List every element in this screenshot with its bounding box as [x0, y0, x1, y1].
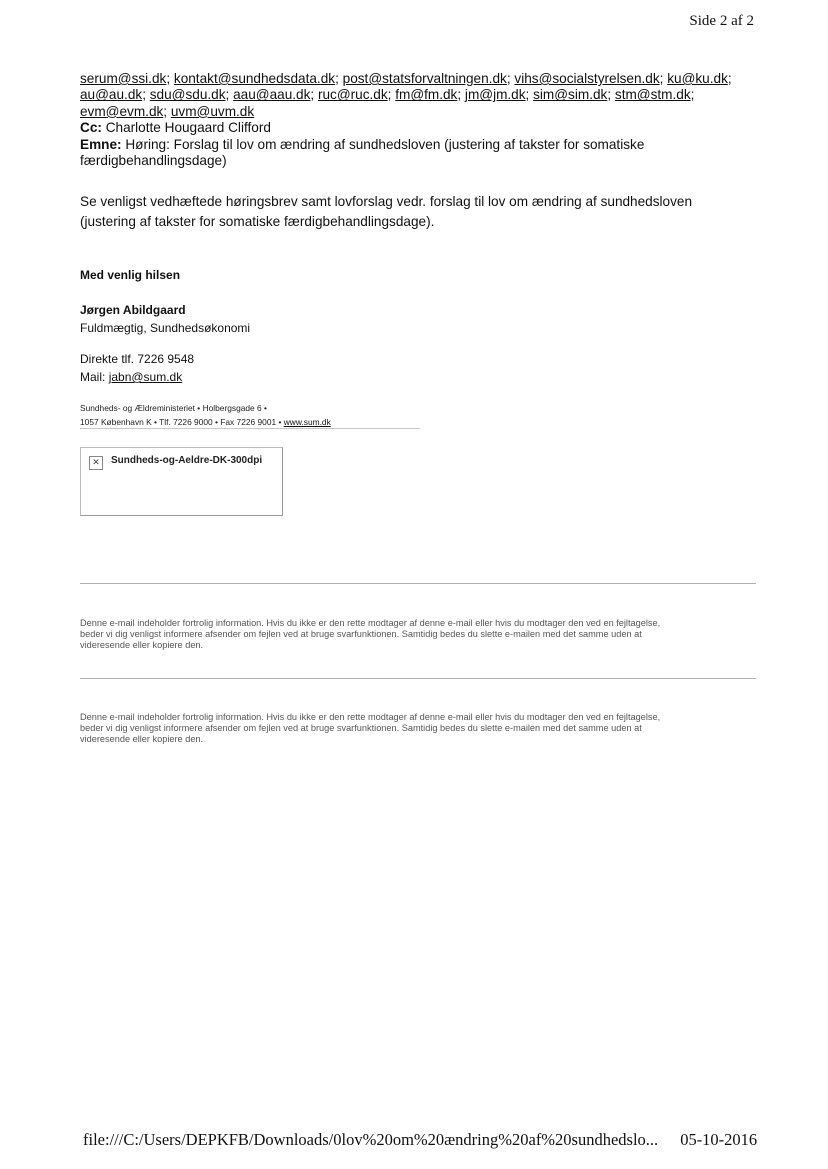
recipient-link[interactable]: sdu@sdu.dk [149, 87, 226, 103]
greeting: Med venlig hilsen [80, 268, 181, 282]
recipient-link[interactable]: stm@stm.dk [614, 87, 691, 103]
cc-label: Cc: [80, 120, 102, 136]
divider [80, 678, 756, 679]
recipient-link[interactable]: uvm@uvm.dk [170, 103, 255, 119]
signature-name: Jørgen Abildgaard [80, 303, 186, 317]
recipients-line-1: serum@ssi.dk; kontakt@sundhedsdata.dk; post@statsforvaltningen.dk; vihs@socialstyrelsen.dk; ku@ku.dk; [80, 71, 732, 86]
recipient-link[interactable]: ruc@ruc.dk [317, 87, 388, 103]
recipients-line-2: au@au.dk; sdu@sdu.dk; aau@aau.dk; ruc@ruc.dk; fm@fm.dk; jm@jm.dk; sim@sim.dk; stm@stm.dk; [80, 87, 695, 103]
disclaimer-line: Denne e-mail indeholder fortrolig information. Hvis du ikke er den rette modtager af denne e-mail eller hvis du modtager den ved en fejltagelse, [80, 618, 661, 628]
recipient-link[interactable]: kontakt@sundhedsdata.dk [173, 71, 336, 86]
body-line: (justering af takster for somatiske færdigbehandlingsdage). [80, 214, 435, 229]
mail-label: Mail: [80, 370, 106, 384]
subject-label: Emne: [80, 136, 122, 152]
mail-link[interactable]: jabn@sum.dk [108, 370, 183, 384]
subject-continuation: færdigbehandlingsdage) [80, 153, 227, 169]
disclaimer-line: videresende eller kopiere den. [80, 640, 204, 650]
recipient-link[interactable]: evm@evm.dk [80, 103, 164, 119]
recipient-link[interactable]: fm@fm.dk [395, 87, 458, 103]
disclaimer-1 [80, 618, 750, 651]
file-path: file:///C:/Users/DEPKFB/Downloads/0lov%20om%20ændring%20af%20sundhedslo... [83, 1130, 659, 1149]
recipient-link[interactable]: jm@jm.dk [464, 87, 526, 103]
address-divider [80, 428, 420, 429]
recipient-link[interactable]: post@statsforvaltningen.dk [342, 71, 507, 86]
print-footer [83, 1130, 757, 1150]
signature-title: Fuldmægtig, Sundhedsøkonomi [80, 321, 251, 335]
page-number: Side 2 af 2 [689, 13, 754, 29]
recipient-link[interactable]: aau@aau.dk [233, 87, 311, 103]
cc-value: Charlotte Hougaard Clifford [105, 120, 271, 136]
address-line-1: Sundheds- og Ældreministeriet • Holbergsgade 6 • [80, 403, 267, 413]
address-text: 1057 København K • Tlf. 7226 9000 • Fax 7226 9001 • [80, 417, 282, 427]
signature-mail [80, 370, 182, 384]
recipient-link[interactable]: ku@ku.dk [667, 71, 728, 86]
body-line: Se venligst vedhæftede høringsbrev samt lovforslag vedr. forslag til lov om ændring af sundhedsloven [80, 194, 693, 209]
signature-phone: Direkte tlf. 7226 9548 [80, 352, 195, 366]
subject-line [80, 137, 760, 153]
recipient-link[interactable]: serum@ssi.dk [80, 71, 167, 86]
disclaimer-2 [80, 712, 750, 745]
disclaimer-line: Denne e-mail indeholder fortrolig information. Hvis du ikke er den rette modtager af denne e-mail eller hvis du modtager den ved en fejltagelse, [80, 712, 661, 722]
logo-image-placeholder [80, 447, 283, 516]
disclaimer-line: beder vi dig venligst informere afsender om fejlen ved at bruge svarfunktionen. Samtidig bedes du slette e-mailen med det samme uden at [80, 723, 642, 733]
recipients-line-3: evm@evm.dk; uvm@uvm.dk [80, 103, 255, 119]
email-body [80, 192, 740, 232]
recipient-link[interactable]: au@au.dk [80, 87, 143, 103]
website-link[interactable]: www.sum.dk [283, 417, 331, 427]
cc-line [80, 120, 760, 136]
image-alt-text: Sundheds-og-Aeldre-DK-300dpi [111, 455, 263, 466]
recipient-link[interactable]: vihs@socialstyrelsen.dk [514, 71, 660, 86]
print-date: 05-10-2016 [680, 1130, 758, 1149]
divider [80, 583, 756, 584]
subject-value: Høring: Forslag til lov om ændring af sundhedsloven (justering af takster for somatiske [125, 136, 645, 152]
broken-image-icon: ✕ [89, 456, 103, 470]
recipient-link[interactable]: sim@sim.dk [533, 87, 608, 103]
disclaimer-line: videresende eller kopiere den. [80, 734, 204, 744]
disclaimer-line: beder vi dig venligst informere afsender om fejlen ved at bruge svarfunktionen. Samtidig bedes du slette e-mailen med det samme uden at [80, 629, 642, 639]
email-header [80, 71, 760, 169]
